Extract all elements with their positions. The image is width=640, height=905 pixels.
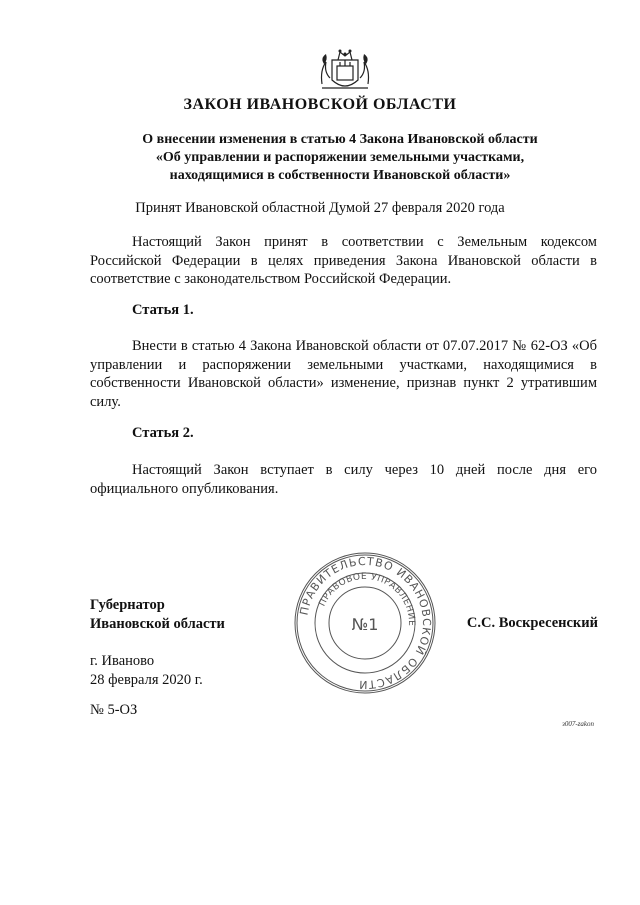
document-code: з007-zakon: [562, 720, 594, 728]
preamble-paragraph: Настоящий Закон принят в соответствии с Земельным кодексом Российской Федерации в целях приведения Закона Ивановской области в соответствие с законодательством Российской Федерации.: [90, 234, 597, 287]
article-1-text: Внести в статью 4 Закона Ивановской области от 07.07.2017 № 62-ОЗ «Об управлении и распоряжении земельными участками, находящимися в собственности Ивановской области» изменение, признав пункт 2 утратившим силу.: [90, 338, 597, 410]
signing-date: 28 февраля 2020 г.: [90, 672, 203, 688]
article-2-text: Настоящий Закон вступает в силу через 10 дней после дня его официального опубликования.: [90, 462, 597, 497]
stamp-outer-text: ПРАВИТЕЛЬСТВО ИВАНОВСКОЙ ОБЛАСТИ: [297, 554, 434, 692]
signer-name: С.С. Воскресенский: [466, 615, 598, 631]
place-and-date: [90, 652, 203, 690]
stamp-inner-text: ПРАВОВОЕ УПРАВЛЕНИЕ: [317, 571, 417, 627]
governor-title-line: Губернатор: [90, 597, 165, 613]
coat-of-arms-emblem-icon: [316, 40, 374, 98]
article-1-heading: Статья 1.: [132, 302, 194, 318]
subtitle-line: О внесении изменения в статью 4 Закона Ивановской области: [142, 132, 538, 147]
stamp-number: №1: [351, 615, 379, 634]
subtitle-line: «Об управлении и распоряжении земельными участками,: [155, 150, 525, 165]
adoption-note: Принят Ивановской областной Думой 27 февраля 2020 года: [135, 200, 505, 216]
official-stamp-seal: [290, 548, 440, 698]
governor-title: [90, 596, 225, 634]
governor-title-line: Ивановской области: [90, 616, 225, 632]
subtitle-line: находящимися в собственности Ивановской области»: [169, 168, 511, 183]
city-name: г. Иваново: [90, 653, 155, 669]
article-2-heading: Статья 2.: [132, 425, 194, 441]
law-number: № 5-ОЗ: [90, 702, 138, 718]
law-subtitle: [90, 131, 590, 185]
law-title: ЗАКОН ИВАНОВСКОЙ ОБЛАСТИ: [183, 96, 457, 113]
